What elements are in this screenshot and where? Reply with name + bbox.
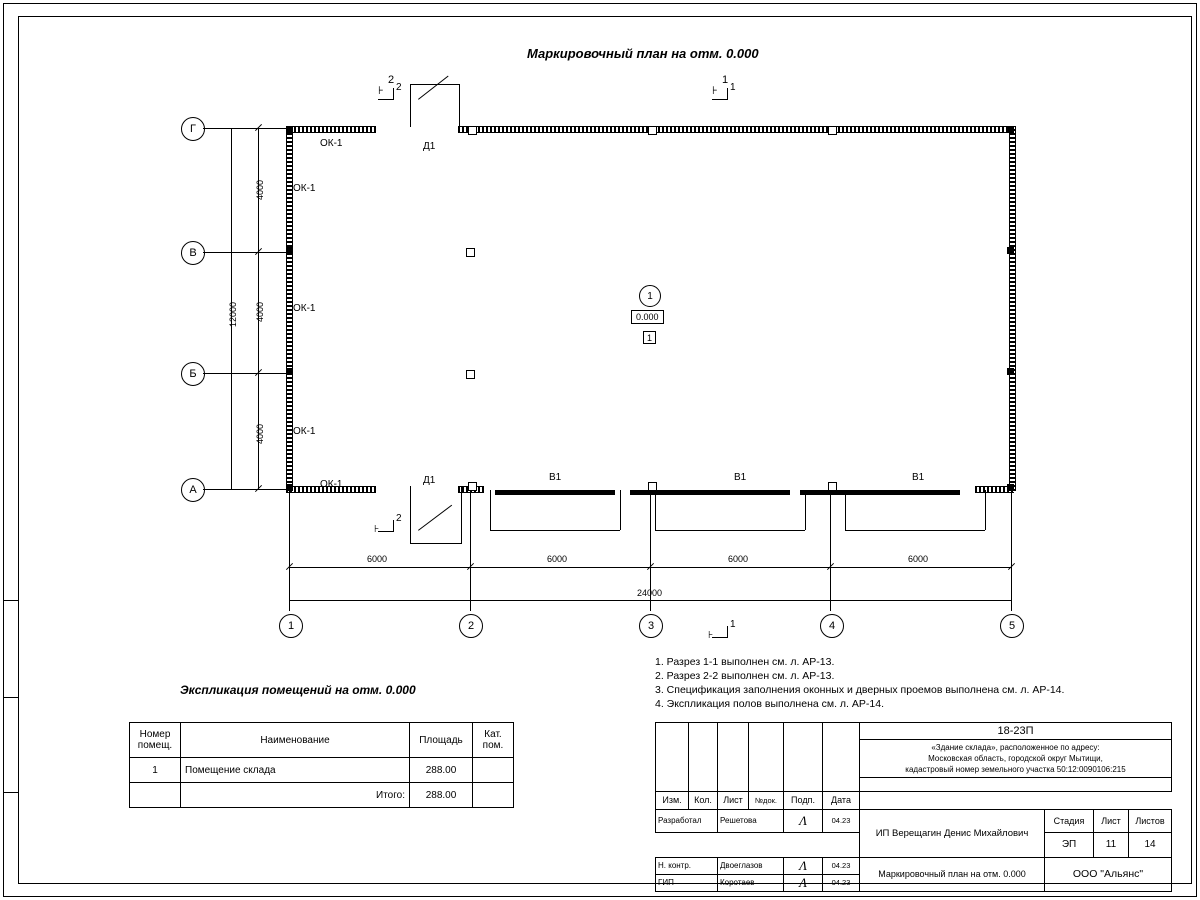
dim-chain-horizontal-outer <box>289 600 1011 601</box>
explication-header-area: Площадь <box>410 723 473 758</box>
rev-cell-12 <box>823 740 860 759</box>
explication-cell-name: Помещение склада <box>181 758 410 783</box>
section-mark-2-bottom-arrow: ⊦ <box>374 524 380 535</box>
stamp-row-ncontrol <box>656 857 1172 874</box>
dim-6000-1: 6000 <box>367 554 388 564</box>
vestibule-top-right <box>459 84 460 127</box>
stamp-row-blank2 <box>656 778 1172 792</box>
organization-name: ООО "Альянс" <box>1045 857 1172 891</box>
stage-header-list: Лист <box>1094 809 1129 832</box>
section-mark-1-bottom-arrow: ⊦ <box>708 630 714 641</box>
axis-number-2: 2 <box>459 614 483 638</box>
rev-cell-16 <box>749 759 784 778</box>
rev-cell-20 <box>689 778 718 792</box>
rev-cell-7 <box>656 740 689 759</box>
date-gip: 04.23 <box>823 874 860 891</box>
role-ncontrol: Н. контр. <box>656 857 718 874</box>
rev-cell-24 <box>823 778 860 792</box>
column-bot-5 <box>1007 484 1014 491</box>
explication-total-row <box>130 783 514 808</box>
explication-cell-cat <box>473 758 514 783</box>
stamp-col-list: Лист <box>718 791 749 809</box>
rev-cell-11 <box>784 740 823 759</box>
column-interior-1 <box>466 248 475 257</box>
object-line-3: кадастровый номер земельного участка 50:12:0090106:215 <box>905 765 1126 774</box>
gate-recess-2-left <box>655 490 656 530</box>
section-mark-1-top: ⊦ 1 <box>712 74 729 97</box>
vestibule-bottom-right <box>461 486 462 543</box>
rev-cell-3 <box>718 723 749 740</box>
rev-cell-14 <box>689 759 718 778</box>
label-v1-2: В1 <box>734 472 747 483</box>
rev-cell-4 <box>749 723 784 740</box>
wall-top-right <box>458 126 1014 133</box>
stamp-header-pad <box>860 791 1172 809</box>
axis-letter-g: Г <box>181 117 205 141</box>
rev-cell-17 <box>784 759 823 778</box>
label-d1-bottom: Д1 <box>423 475 436 486</box>
explication-total-value: 288.00 <box>410 783 473 808</box>
section-mark-1-top-tick <box>727 88 728 100</box>
floor-type-mark: 1 <box>643 331 656 344</box>
wall-top-left <box>286 126 376 133</box>
table-row <box>130 758 514 783</box>
rev-cell-9 <box>718 740 749 759</box>
role-gip: ГИП <box>656 874 718 891</box>
column-top-2 <box>468 126 477 135</box>
explication-cell-number: 1 <box>130 758 181 783</box>
axis-letter-a: А <box>181 478 205 502</box>
stamp-stage-pad <box>656 832 860 857</box>
section-mark-1-top-label: 1 <box>730 82 736 93</box>
explication-header-cat: Кат. пом. <box>473 723 514 758</box>
explication-total-cat <box>473 783 514 808</box>
column-top-4 <box>828 126 837 135</box>
dim-24000-total: 24000 <box>637 588 663 598</box>
label-d1-top: Д1 <box>423 141 436 152</box>
explication-header-name: Наименование <box>181 723 410 758</box>
dim-12000-total: 12000 <box>228 301 238 327</box>
designer-name: ИП Верещагин Денис Михайлович <box>860 809 1045 857</box>
section-mark-2-top: ⊦ 2 <box>378 74 395 97</box>
column-interior-2 <box>466 370 475 379</box>
rev-cell-2 <box>689 723 718 740</box>
stage-value-listov: 14 <box>1129 832 1172 857</box>
note-4: 4. Экспликация полов выполнена см. л. АР-14. <box>655 698 884 710</box>
axis-number-3: 3 <box>639 614 663 638</box>
label-ok1-2: ОК-1 <box>293 183 316 194</box>
label-ok1-3: ОК-1 <box>293 303 316 314</box>
gate-bottom-1 <box>495 490 615 495</box>
stamp-col-kol: Кол. <box>689 791 718 809</box>
stamp-col-data: Дата <box>823 791 860 809</box>
explication-total-label: Итого: <box>181 783 410 808</box>
rev-cell-18 <box>823 759 860 778</box>
axis-number-1: 1 <box>279 614 303 638</box>
column-right-b <box>1007 368 1014 375</box>
title-block <box>655 722 1172 892</box>
object-line-1: «Здание склада», расположенное по адресу: <box>931 743 1100 752</box>
stamp-row-developer <box>656 809 1172 832</box>
explication-header-row <box>130 723 514 758</box>
object-pad <box>860 778 1172 792</box>
sheet-left-strip-2 <box>3 696 18 793</box>
rev-cell-5 <box>784 723 823 740</box>
explication-cell-area: 288.00 <box>410 758 473 783</box>
dim-4000-3: 4000 <box>255 423 265 444</box>
name-gip: Коротаев <box>718 874 784 891</box>
rev-cell-15 <box>718 759 749 778</box>
sign-ncontrol: Ʌ <box>784 857 823 874</box>
axis-ext-5 <box>1011 491 1012 611</box>
explication-title: Экспликация помещений на отм. 0.000 <box>180 683 416 697</box>
axis-ext-4 <box>830 491 831 611</box>
plan-title: Маркировочный план на отм. 0.000 <box>527 46 759 61</box>
axis-number-4: 4 <box>820 614 844 638</box>
gate-recess-1-right <box>620 490 621 530</box>
object-description <box>860 740 1172 778</box>
date-ncontrol: 04.23 <box>823 857 860 874</box>
note-1: 1. Разрез 1-1 выполнен см. л. АР-13. <box>655 656 835 668</box>
vestibule-top-left <box>410 84 411 127</box>
section-mark-1-bottom-label: 1 <box>730 619 736 630</box>
gate-recess-1-bottom <box>490 530 620 531</box>
explication-table <box>129 722 514 808</box>
section-mark-2-top-label: 2 <box>396 82 402 93</box>
room-number-marker: 1 <box>639 285 661 307</box>
axis-letter-v: В <box>181 241 205 265</box>
sign-gip: Ʌ <box>784 874 823 891</box>
axis-line-b <box>203 373 288 374</box>
section-mark-2-bottom-tick <box>393 520 394 532</box>
stage-value-list: 11 <box>1094 832 1129 857</box>
sheet-title: Маркировочный план на отм. 0.000 <box>860 857 1045 891</box>
stage-value-stadia: ЭП <box>1045 832 1094 857</box>
gate-recess-2-bottom <box>655 530 805 531</box>
vestibule-bottom-left <box>410 486 411 543</box>
rev-cell-6 <box>823 723 860 740</box>
label-v1-3: В1 <box>912 472 925 483</box>
section-mark-2-bottom-label: 2 <box>396 513 402 524</box>
label-ok1-5: ОК-1 <box>320 479 343 490</box>
vestibule-bottom-bottom <box>410 543 462 544</box>
wall-right <box>1009 126 1016 491</box>
gate-recess-2-right <box>805 490 806 530</box>
sheet-left-strip-1 <box>3 600 18 698</box>
rev-cell-1 <box>656 723 689 740</box>
object-line-2: Московская область, городской округ Мытищи, <box>928 754 1103 763</box>
axis-line-a <box>203 489 288 490</box>
stamp-col-podp: Подп. <box>784 791 823 809</box>
explication-header-number: Номер помещ. <box>130 723 181 758</box>
axis-number-5: 5 <box>1000 614 1024 638</box>
name-developer: Решетова <box>718 809 784 832</box>
label-v1-1: В1 <box>549 472 562 483</box>
gate-recess-3-bottom <box>845 530 985 531</box>
dim-6000-3: 6000 <box>728 554 749 564</box>
column-top-3 <box>648 126 657 135</box>
level-mark: 0.000 <box>631 310 664 324</box>
sign-developer: Ʌ <box>784 809 823 832</box>
dim-4000-2: 4000 <box>255 301 265 322</box>
section-mark-1-top-line <box>712 99 728 100</box>
label-ok1-1: ОК-1 <box>320 138 343 149</box>
section-mark-1-bottom-tick <box>727 626 728 638</box>
gate-bottom-3 <box>800 490 960 495</box>
rev-cell-21 <box>718 778 749 792</box>
axis-ext-1 <box>289 491 290 611</box>
rev-cell-13 <box>656 759 689 778</box>
stamp-col-izm: Изм. <box>656 791 689 809</box>
column-bot-2 <box>468 482 477 491</box>
note-2: 2. Разрез 2-2 выполнен см. л. АР-13. <box>655 670 835 682</box>
rev-cell-22 <box>749 778 784 792</box>
column-bot-3 <box>648 482 657 491</box>
dim-div-v3 <box>252 373 264 374</box>
wall-left <box>286 126 293 491</box>
axis-line-g <box>203 128 288 129</box>
notes-list <box>655 655 1064 711</box>
gate-recess-1-left <box>490 490 491 530</box>
date-developer: 04.23 <box>823 809 860 832</box>
stamp-row-object <box>656 740 1172 759</box>
section-mark-2-bottom-line <box>378 531 394 532</box>
role-developer: Разработал <box>656 809 718 832</box>
stamp-header-row <box>656 791 1172 809</box>
column-bot-4 <box>828 482 837 491</box>
section-mark-1-bottom-line <box>712 637 728 638</box>
name-ncontrol: Двоеглазов <box>718 857 784 874</box>
stage-header-listov: Листов <box>1129 809 1172 832</box>
gate-recess-3-right <box>985 490 986 530</box>
section-mark-2-top-line <box>378 99 394 100</box>
section-mark-2-top-tick <box>393 88 394 100</box>
axis-line-v <box>203 252 288 253</box>
axis-ext-2 <box>470 491 471 611</box>
rev-cell-19 <box>656 778 689 792</box>
project-code: 18-23П <box>860 723 1172 740</box>
dim-4000-1: 4000 <box>255 179 265 200</box>
rev-cell-10 <box>749 740 784 759</box>
dim-div-v2 <box>252 252 264 253</box>
stamp-row-code <box>656 723 1172 740</box>
gate-recess-3-left <box>845 490 846 530</box>
explication-total-pad <box>130 783 181 808</box>
column-right-v <box>1007 247 1014 254</box>
rev-cell-8 <box>689 740 718 759</box>
note-3: 3. Спецификация заполнения оконных и дверных проемов выполнена см. л. АР-14. <box>655 684 1065 696</box>
stage-header-stadia: Стадия <box>1045 809 1094 832</box>
stamp-col-ndoc: №док. <box>749 791 784 809</box>
dim-6000-4: 6000 <box>908 554 929 564</box>
column-top-5 <box>1007 126 1014 133</box>
axis-letter-b: Б <box>181 362 205 386</box>
dim-6000-2: 6000 <box>547 554 568 564</box>
rev-cell-23 <box>784 778 823 792</box>
label-ok1-4: ОК-1 <box>293 426 316 437</box>
